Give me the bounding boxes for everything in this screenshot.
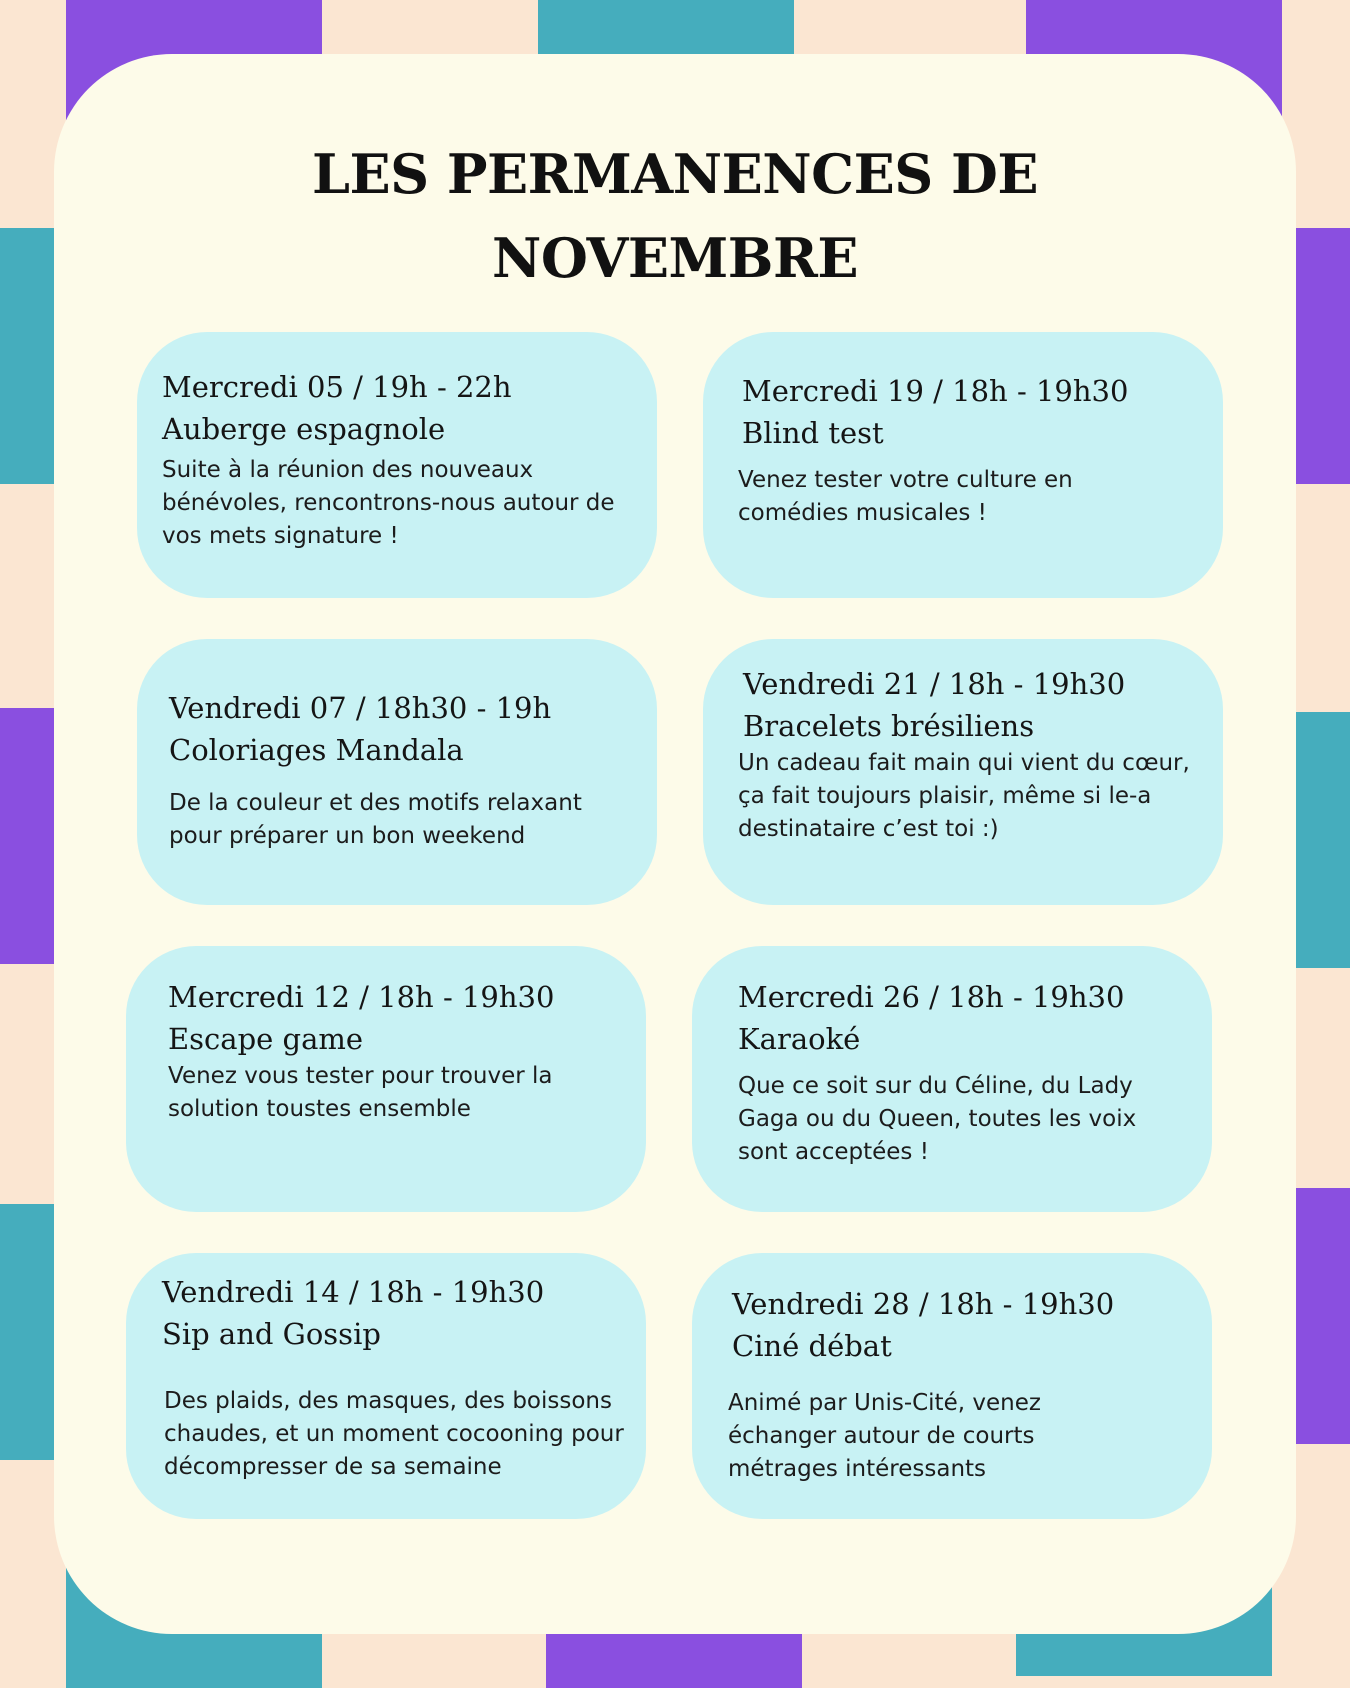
event-title: Ciné débat bbox=[732, 1329, 892, 1363]
event-description: Un cadeau fait main qui vient du cœur, ça fait toujours plaisir, même si le-a destinataire c’est toi :) bbox=[738, 750, 1190, 842]
event-card bbox=[137, 332, 657, 598]
event-description: De la couleur et des motifs relaxant pour préparer un bon weekend bbox=[169, 790, 582, 849]
event-date-time: Vendredi 14 / 18h - 19h30 bbox=[162, 1275, 545, 1309]
background-block bbox=[1296, 1188, 1350, 1444]
event-title: Escape game bbox=[168, 1022, 364, 1056]
event-title: Sip and Gossip bbox=[162, 1317, 381, 1351]
event-date-time: Vendredi 07 / 18h30 - 19h bbox=[169, 691, 552, 725]
event-date-time: Mercredi 19 / 18h - 19h30 bbox=[742, 374, 1129, 408]
event-title: Blind test bbox=[742, 416, 884, 450]
event-description: Que ce soit sur du Céline, du Lady Gaga ou du Queen, toutes les voix sont acceptées ! bbox=[738, 1073, 1137, 1165]
event-card bbox=[692, 946, 1212, 1212]
event-card bbox=[137, 639, 657, 905]
background-block bbox=[0, 708, 56, 964]
background-block bbox=[1296, 712, 1350, 968]
event-card bbox=[692, 1253, 1212, 1519]
event-card bbox=[703, 639, 1223, 905]
event-card bbox=[703, 332, 1223, 598]
page-title bbox=[0, 132, 1350, 300]
event-description: Animé par Unis-Cité, venez échanger autour de courts métrages intéressants bbox=[728, 1390, 1041, 1482]
event-title: Karaoké bbox=[738, 1022, 861, 1056]
event-date-time: Mercredi 12 / 18h - 19h30 bbox=[168, 980, 555, 1014]
event-date-time: Mercredi 05 / 19h - 22h bbox=[162, 370, 512, 404]
event-date-time: Mercredi 26 / 18h - 19h30 bbox=[738, 980, 1125, 1014]
event-card bbox=[126, 1253, 646, 1519]
event-date-time: Vendredi 28 / 18h - 19h30 bbox=[732, 1287, 1115, 1321]
title-line-1: LES PERMANENCES DE bbox=[311, 142, 1039, 206]
event-date-time: Vendredi 21 / 18h - 19h30 bbox=[743, 667, 1126, 701]
event-description: Suite à la réunion des nouveaux bénévoles, rencontrons-nous autour de vos mets signature ! bbox=[162, 457, 615, 549]
event-title: Auberge espagnole bbox=[162, 412, 446, 446]
event-description: Des plaids, des masques, des boissons chaudes, et un moment cocooning pour décompresser de sa semaine bbox=[164, 1388, 624, 1480]
event-card bbox=[126, 946, 646, 1212]
background-block bbox=[0, 1204, 56, 1460]
background-block bbox=[538, 0, 794, 60]
event-description: Venez vous tester pour trouver la solution toustes ensemble bbox=[168, 1063, 553, 1122]
event-description: Venez tester votre culture en comédies musicales ! bbox=[738, 467, 1073, 526]
event-title: Coloriages Mandala bbox=[169, 733, 464, 767]
event-title: Bracelets brésiliens bbox=[743, 709, 1035, 743]
title-line-2: NOVEMBRE bbox=[492, 226, 858, 290]
